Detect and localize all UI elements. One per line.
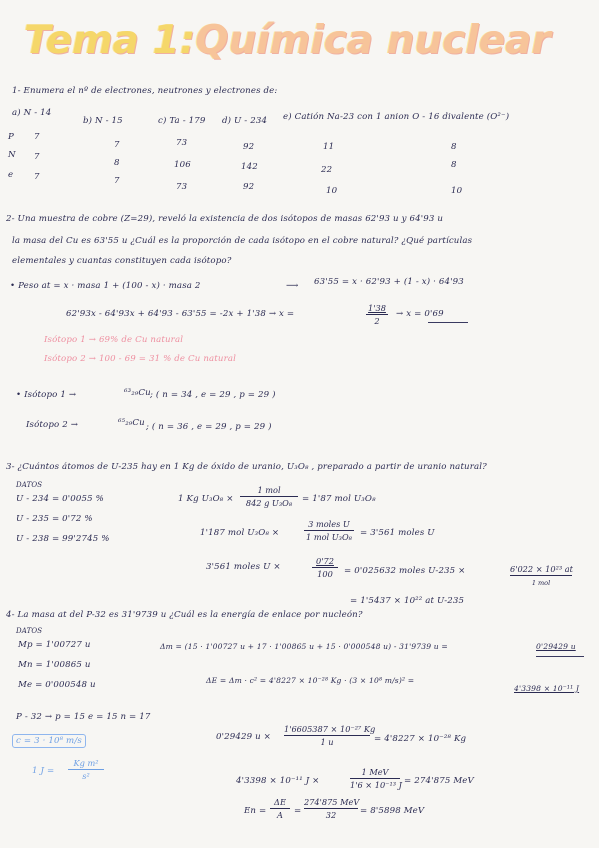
q4-en-mid: = <box>294 806 302 816</box>
fraction-bar <box>304 530 354 531</box>
fraction-denominator: 100 <box>317 569 333 579</box>
title-part2: Química nuclear <box>195 18 551 63</box>
q4-en-fraction2 <box>304 797 358 820</box>
q1-cell: 142 <box>241 162 258 172</box>
q1-row-label-p: P <box>8 132 14 142</box>
q1-cell: 92 <box>243 142 255 152</box>
q3-calc3-fraction2 <box>510 564 572 588</box>
q1-cell: 73 <box>176 138 188 148</box>
q4-en-fraction <box>270 797 290 820</box>
q2-eq2-fraction <box>366 303 388 326</box>
fraction-numerator: 1 MeV <box>361 767 389 777</box>
q2-eq2-result: → x = 0'69 <box>396 309 444 319</box>
fraction-numerator: 1'6605387 × 10⁻²⁷ Kg <box>284 724 376 734</box>
fraction-numerator: 3 moles U <box>308 519 350 529</box>
q2-arrow: ⟶ <box>286 281 299 291</box>
q2-iso1-particles: ; ( n = 34 , e = 29 , p = 29 ) <box>150 390 276 400</box>
fraction-bar <box>240 496 298 497</box>
fraction-denominator: 1'6 × 10⁻¹³ J <box>350 780 402 790</box>
q4-en-right: = 8'5898 MeV <box>360 806 425 816</box>
fraction-numerator: Kg m² <box>73 758 99 768</box>
q4-p32-particles: P - 32 → p = 15 e = 15 n = 17 <box>16 712 151 722</box>
q4-dm-result: 0'29429 u <box>536 642 576 651</box>
fraction-numerator: 1 mol <box>257 485 281 495</box>
q3-calc2-fraction <box>304 519 354 542</box>
q4-mev-right: = 274'875 MeV <box>404 776 474 786</box>
q1-item-d: d) U - 234 <box>222 116 268 126</box>
q3-calc1-left: 1 Kg U₃O₈ × <box>178 494 234 504</box>
fraction-bar <box>270 808 290 809</box>
q3-calc3-fraction <box>312 556 338 579</box>
q4-en-left: En = <box>244 806 267 816</box>
q2-eq1-left: • Peso at = x · masa 1 + (100 - x) · masa 2 <box>10 281 201 291</box>
fraction-bar <box>312 567 338 568</box>
fraction-denominator: 1 mol U₃O₈ <box>306 532 352 542</box>
fraction-bar <box>350 778 400 779</box>
q1-cell: 11 <box>323 142 335 152</box>
q3-statement: 3- ¿Cuántos átomos de U-235 hay en 1 Kg de óxido de uranio, U₃O₈ , preparado a partir de uranio natural? <box>6 462 487 472</box>
q2-statement-line2: la masa del Cu es 63'55 u ¿Cuál es la proporción de cada isótopo en el cobre natural? ¿Qué partículas <box>12 236 473 246</box>
q1-cell: 92 <box>243 182 255 192</box>
fraction-numerator: 6'022 × 10²³ at <box>510 564 573 574</box>
q2-iso2-particles: ; ( n = 36 , e = 29 , p = 29 ) <box>146 422 272 432</box>
q3-result: = 1'5437 × 10²² at U-235 <box>350 596 465 606</box>
q1-cell: 7 <box>34 172 40 182</box>
q1-cell: 73 <box>176 182 188 192</box>
q4-data-mn: Mn = 1'00865 u <box>18 660 91 670</box>
fraction-numerator: 274'875 MeV <box>304 797 360 807</box>
q1-item-e: e) Catión Na-23 con 1 anion O - 16 divalente (O²⁻) <box>283 112 510 122</box>
q2-isotope2-result <box>44 354 236 364</box>
q1-item-b: b) N - 15 <box>83 116 123 126</box>
q1-cell: 7 <box>34 152 40 162</box>
unit-joule-fraction <box>68 758 104 781</box>
q4-mev-fraction <box>350 767 400 790</box>
fraction-numerator: 0'72 <box>316 556 334 566</box>
q1-cell: 7 <box>114 140 120 150</box>
q2-isotope1-result <box>44 335 183 345</box>
fraction-bar <box>304 808 358 809</box>
fraction-denominator: A <box>277 810 283 820</box>
fraction-denominator: 1 mol <box>531 579 551 587</box>
q4-statement: 4- La masa at del P-32 es 31'9739 u ¿Cuál es la energía de enlace por nucleón? <box>6 610 363 620</box>
q3-calc1-right: = 1'87 mol U₃O₈ <box>302 494 376 504</box>
fraction-bar <box>510 575 572 576</box>
fraction-denominator: s² <box>82 771 90 781</box>
result-underline <box>536 656 584 657</box>
q1-cell: 106 <box>174 160 191 170</box>
q2-eq2: 62'93x - 64'93x + 64'93 - 63'55 = -2x + 1'38 → x = <box>66 309 295 319</box>
q4-de-equation: ΔE = Δm · c² = 4'8227 × 10⁻²⁸ Kg · (3 × 10⁸ m/s)² = <box>206 676 415 685</box>
title-part1: Tema 1: <box>24 18 196 63</box>
q4-conv-left: 0'29429 u × <box>216 732 272 742</box>
q1-row-label-e: e <box>8 170 14 180</box>
q1-cell: 10 <box>451 186 463 196</box>
result-underline <box>428 322 468 323</box>
q2-iso2-label: Isótopo 2 → <box>26 420 79 430</box>
fraction-denominator: 32 <box>325 810 337 820</box>
q3-calc3-left: 3'561 moles U × <box>206 562 281 572</box>
q2-iso1-symbol: ⁶³₂₉Cu <box>124 388 151 398</box>
q2-statement-line1: 2- Una muestra de cobre (Z=29), reveló la existencia de dos isótopos de masas 62'93 u y 64'93 u <box>6 214 444 224</box>
q4-data-label: DATOS <box>16 627 43 635</box>
q3-calc3-right: = 0'025632 moles U-235 × <box>344 566 466 576</box>
q2-iso1-label: • Isótopo 1 → <box>16 390 77 400</box>
q3-data-label: DATOS <box>16 481 43 489</box>
isotope1-text: Isótopo 1 → 69% de Cu natural <box>44 335 184 345</box>
q1-cell: 8 <box>451 142 457 152</box>
q2-eq1-right: 63'55 = x · 62'93 + (1 - x) · 64'93 <box>314 277 464 287</box>
fraction-denominator: 1 u <box>320 737 334 747</box>
q4-conv-fraction <box>284 724 376 747</box>
q1-cell: 22 <box>321 165 333 175</box>
q1-statement: 1- Enumera el nº de electrones, neutrones y electrones de: <box>12 86 278 96</box>
fraction-bar <box>284 735 370 736</box>
speed-of-light-box: c = 3 · 10⁸ m/s <box>12 734 86 748</box>
fraction-denominator: 2 <box>374 316 380 326</box>
q2-statement-line3: elementales y cuantas constituyen cada isótopo? <box>12 256 232 266</box>
page-title <box>24 18 551 64</box>
fraction-bar <box>68 769 104 770</box>
fraction-bar <box>366 314 388 315</box>
q3-calc2-left: 1'187 mol U₃O₈ × <box>200 528 280 538</box>
fraction-denominator: 842 g U₃O₈ <box>245 498 293 508</box>
q4-data-mp: Mp = 1'00727 u <box>18 640 91 650</box>
q4-dm-equation: Δm = (15 · 1'00727 u + 17 · 1'00865 u + 15 · 0'000548 u) - 31'9739 u = <box>160 642 448 651</box>
q3-data-u238: U - 238 = 99'2745 % <box>16 534 110 544</box>
isotope2-text: Isótopo 2 → 100 - 69 = 31 % de Cu natural <box>44 354 237 364</box>
q1-cell: 7 <box>34 132 40 142</box>
unit-joule-left: 1 J = <box>32 766 55 776</box>
fraction-numerator: 1'38 <box>368 303 386 313</box>
q1-item-a: a) N - 14 <box>12 108 52 118</box>
q4-data-me: Me = 0'000548 u <box>18 680 96 690</box>
q1-cell: 7 <box>114 176 120 186</box>
q3-data-u235: U - 235 = 0'72 % <box>16 514 93 524</box>
q1-item-c: c) Ta - 179 <box>158 116 206 126</box>
q3-calc2-right: = 3'561 moles U <box>360 528 435 538</box>
q1-cell: 8 <box>114 158 120 168</box>
fraction-numerator: ΔE <box>274 797 286 807</box>
q4-de-result: 4'3398 × 10⁻¹¹ J <box>514 684 580 693</box>
q3-data-u234: U - 234 = 0'0055 % <box>16 494 104 504</box>
q3-calc1-fraction <box>240 485 298 508</box>
q4-mev-left: 4'3398 × 10⁻¹¹ J × <box>236 776 320 786</box>
q1-cell: 8 <box>451 160 457 170</box>
q1-cell: 10 <box>326 186 338 196</box>
q1-row-label-n: N <box>8 150 16 160</box>
q4-conv-right: = 4'8227 × 10⁻²⁸ Kg <box>374 734 467 744</box>
q2-iso2-symbol: ⁶⁵₂₉Cu <box>118 418 145 428</box>
